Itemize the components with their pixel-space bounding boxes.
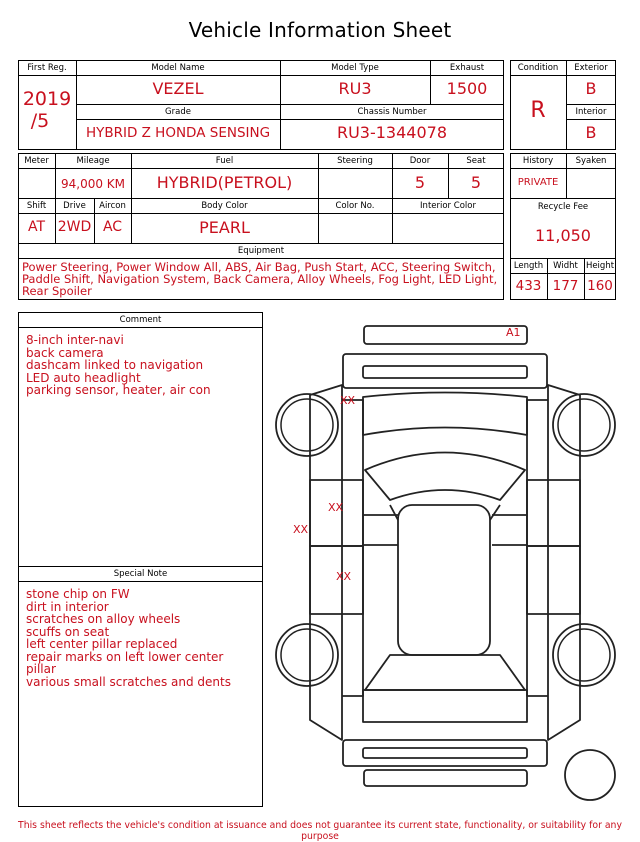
history-label: History (522, 156, 554, 166)
damage-mark-front-door: XX (328, 501, 344, 514)
left-body-outline (310, 385, 342, 740)
first-reg-label: First Reg. (27, 63, 67, 73)
disclaimer-footer: This sheet reflects the vehicle's condition at issuance and does not guarantee its current state, functionality, or suitability for any purpose (18, 820, 622, 842)
height-label: Height (585, 261, 615, 271)
exhaust-label: Exhaust (449, 63, 485, 73)
windshield (365, 453, 525, 501)
model-type-label: Model Type (331, 63, 379, 73)
chassis-number-value: RU3-1344078 (336, 123, 448, 142)
front-left-wheel (276, 394, 338, 456)
special-note-line: various small scratches and dents (26, 674, 231, 689)
color-no-label: Color No. (335, 201, 375, 211)
recycle-fee-value: 11,050 (535, 226, 591, 245)
damage-mark-front-bumper: A1 (506, 326, 521, 339)
comment-line: parking sensor, heater, air con (26, 383, 211, 397)
rear-left-wheel (276, 624, 338, 686)
condition-label: Condition (517, 63, 559, 73)
damage-mark-pillar: XX (293, 523, 309, 536)
model-name-label: Model Name (151, 63, 205, 73)
special-note-line: dirt in interior (26, 599, 109, 614)
special-note-line: left center pillar replaced (26, 637, 178, 651)
comment-label: Comment (119, 315, 162, 325)
grade-value: HYBRID Z HONDA SENSING (85, 125, 271, 141)
comment-line: dashcam linked to navigation (26, 358, 204, 372)
damage-mark-rear-door: XX (336, 570, 352, 583)
interior-grade: B (585, 123, 597, 142)
front-right-wheel (553, 394, 615, 456)
rear-bumper-panel (364, 770, 527, 786)
special-note-line: stone chip on FW (26, 587, 130, 601)
model-name-value: VEZEL (152, 79, 204, 98)
body-color-value: PEARL (199, 218, 250, 237)
equipment-label: Equipment (237, 246, 285, 256)
seat-label: Seat (466, 156, 486, 166)
rear-window (365, 655, 525, 690)
front-bumper-outline (343, 354, 547, 388)
exhaust-value: 1500 (446, 79, 488, 98)
shift-value: AT (27, 219, 46, 235)
length-label: Length (513, 261, 544, 271)
damage-mark-hood: XX (340, 394, 356, 407)
fuel-value: HYBRID(PETROL) (156, 173, 293, 192)
width-label: Widht (553, 261, 578, 271)
aircon-label: Aircon (99, 201, 126, 211)
rear-right-wheel (553, 624, 615, 686)
recycle-fee-label: Recycle Fee (537, 202, 589, 212)
interior-label: Interior (575, 107, 607, 117)
drive-value: 2WD (57, 219, 92, 235)
mileage-value: 94,000 KM (60, 177, 126, 191)
roof-panel (398, 505, 490, 655)
comment-line: 8-inch inter-navi (26, 333, 124, 347)
right-front-door (527, 480, 580, 546)
syaken-label: Syaken (575, 156, 607, 166)
drive-label: Drive (63, 201, 86, 211)
history-value: PRIVATE (517, 177, 559, 188)
condition-grade: R (530, 98, 546, 123)
chassis-number-label: Chassis Number (357, 107, 427, 117)
special-note-line: scuffs on seat (26, 624, 110, 639)
height-value: 160 (587, 278, 613, 294)
hood-panel (363, 393, 527, 436)
fuel-label: Fuel (215, 156, 234, 166)
sheet-title: Vehicle Information Sheet (188, 18, 452, 42)
model-type-value: RU3 (338, 79, 372, 98)
door-label: Door (409, 156, 431, 166)
right-body-outline (548, 385, 580, 740)
special-note-label: Special Note (113, 569, 168, 579)
mileage-label: Mileage (76, 156, 110, 166)
first-reg-year: 2019 (22, 88, 72, 110)
car-damage-diagram (268, 318, 624, 818)
special-note-line: pillar (26, 662, 56, 676)
spare-wheel (565, 750, 615, 800)
front-bumper-panel (364, 326, 527, 344)
tailgate (363, 690, 527, 722)
interior-color-label: Interior Color (420, 201, 476, 211)
body-color-label: Body Color (201, 201, 248, 211)
aircon-value: AC (102, 219, 123, 235)
comment-list (26, 334, 258, 397)
rear-bumper-outline (343, 740, 547, 766)
right-rear-door (527, 546, 580, 614)
special-note-list (26, 588, 258, 688)
exterior-label: Exterior (574, 63, 608, 73)
seat-value: 5 (470, 173, 482, 192)
exterior-grade: B (585, 79, 597, 98)
first-reg-month: /5 (30, 110, 50, 132)
comment-line: LED auto headlight (26, 370, 141, 385)
door-value: 5 (414, 173, 426, 192)
special-note-line: scratches on alloy wheels (26, 612, 181, 626)
grade-label: Grade (165, 107, 191, 117)
equipment-value: Power Steering, Power Window All, ABS, Air Bag, Push Start, ACC, Steering Switch, Paddle Shift, Navigation System, Back Camera, Alloy Wheels, Fog Light, LED Light, Rear Spoiler (22, 260, 498, 298)
length-value: 433 (515, 278, 542, 294)
comment-line: back camera (26, 345, 104, 360)
special-note-line: repair marks on left lower center (26, 649, 224, 664)
meter-label: Meter (24, 156, 49, 166)
width-value: 177 (552, 278, 579, 294)
steering-label: Steering (337, 156, 373, 166)
shift-label: Shift (26, 201, 47, 211)
